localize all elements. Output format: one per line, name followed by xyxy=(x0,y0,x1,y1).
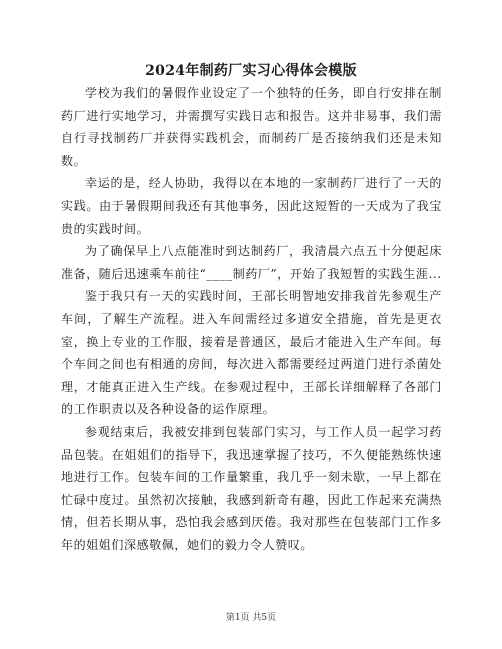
page-number-footer: 第1页 共5页 xyxy=(225,613,277,623)
paragraph-5: 参观结束后，我被安排到包装部门实习，与工作人员一起学习药品包装。在姐姐们的指导下，我迅速掌握了技巧，不久便能熟练快速地进行工作。包装车间的工作量繁重，我几乎一刻未歇，一早上都在忙碌中度过。虽然初次接触，我感到新奇有趣，因此工作起来充满热情，但若长期从事，恐怕我会感到厌倦。我对那些在包装部门工作多年的姐姐们深感敬佩，她们的毅力令人赞叹。 xyxy=(61,424,442,552)
paragraph-1: 学校为我们的暑假作业设定了一个独特的任务，即自行安排在制药厂进行实地学习，并需撰写实践日志和报告。这并非易事，我们需自行寻找制药厂并获得实践机会，而制药厂是否接纳我们还是未知数。 xyxy=(61,86,442,168)
paragraph-3: 为了确保早上八点能准时到达制药厂，我清晨六点五十分便起床准备，随后迅速乘车前往“____制药厂”，开始了我短暂的实践生涯... xyxy=(61,244,442,281)
paragraph-4: 鉴于我只有一天的实践时间，王部长明智地安排我首先参观生产车间，了解生产流程。进入车间需经过多道安全措施，首先是更衣室，换上专业的工作服，接着是普通区，最后才能进入生产车间。每个车间之间也有相通的房间，每次进入都需要经过两道门进行杀菌处理，才能真正进入生产线。在参观过程中，王部长详细解释了各部门的工作职责以及各种设备的运作原理。 xyxy=(61,289,442,417)
document-title: 2024年制药厂实习心得体会模版 xyxy=(145,63,357,79)
document-body xyxy=(61,82,442,556)
paragraph-2: 幸运的是，经人协助，我得以在本地的一家制药厂进行了一天的实践。由于暑假期间我还有其他事务，因此这短暂的一天成为了我宝贵的实践时间。 xyxy=(61,176,442,236)
